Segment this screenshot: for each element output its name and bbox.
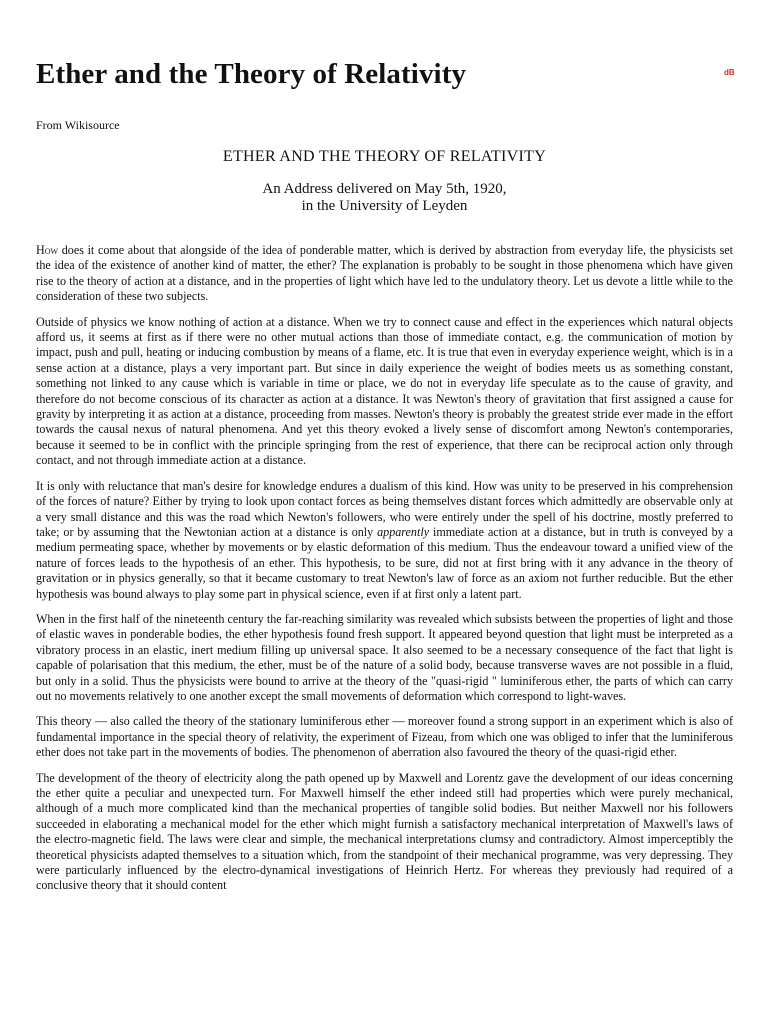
paragraph-1: [36, 243, 733, 305]
external-link-icon[interactable]: dB: [724, 68, 735, 77]
drop-lead: How: [36, 243, 59, 257]
paragraph-4: When in the first half of the nineteenth century the far-reaching similarity was revealed which subsists between the properties of light and those of elastic waves in ponderable bodies, the ether hypothesis found fresh support. It appeared beyond question that light must be interpreted as a vibratory process in an elastic, inert medium filling up universal space. It also seemed to be a necessary consequence of the fact that light is capable of polarisation that this medium, the ether, must be of the nature of a solid body, because transverse waves are not possible in a fluid, but only in a solid. Thus the physicists were bound to arrive at the theory of the "quasi-rigid " luminiferous ether, the parts of which can carry out no movements relatively to one another except the small movements of deformation which correspond to light-waves.: [36, 611, 733, 703]
document-heading: ETHER AND THE THEORY OF RELATIVITY: [222, 148, 547, 165]
paragraph-1-text: does it come about that alongside of the idea of ponderable matter, which is derived by abstraction from everyday life, the physicists set the idea of the existence of another kind of matter, the ether? The explanation is probably to be sought in those phenomena which have given rise to the theory of action at a distance, and in the properties of light which have led to the undulatory theory. Let us devote a little while to the consideration of these two subjects.: [36, 243, 733, 304]
paragraph-3-text-a: It is only with reluctance that man's desire for knowledge endures a dualism of this kind. How was unity to be preserved in his comprehension of the forces of nature? Either by trying to look upon contact forces as being themselves distant forces which admittedly are observable only at a very small distance and this was the road which Newton's followers, who were entirely under the spell of his doctrine, mostly preferred to take; or by assuming that the Newtonian action at a distance is only: [36, 478, 733, 539]
paragraph-6: The development of the theory of electricity along the path opened up by Maxwell and Lorentz gave the development of our ideas concerning the ether quite a peculiar and unexpected turn. For Maxwell himself the ether indeed still had properties which were purely mechanical, although of a much more complicated kind than the mechanical properties of tangible solid bodies. But neither Maxwell nor his followers succeeded in elaborating a mechanical model for the ether which might furnish a satisfactory mechanical interpretation of Maxwell's laws of the electro-magnetic field. The laws were clear and simple, the mechanical interpretations clumsy and contradictory. Almost imperceptibly the theoretical physicists adapted themselves to a situation which, from the standpoint of their mechanical programme, was very depressing. They were particularly influenced by the electro-dynamical investigations of Heinrich Hertz. For whereas they previously had required of a conclusive theory that it should content: [36, 770, 733, 893]
paragraph-2: Outside of physics we know nothing of action at a distance. When we try to connect cause and effect in the experiences which natural objects afford us, it seems at first as if there were no other mutual actions than those of immediate contact, e.g. the communication of motion by impact, push and pull, heating or inducing combustion by means of a flame, etc. It is true that even in everyday experience weight, which is in a sense action at a distance, plays a very important part. But since in daily experience the weight of bodies meets us as something constant, something not linked to any cause which is variable in time or place, we do not in everyday life speculate as to the cause of gravity, and therefore do not become conscious of its character as action at a distance. It was Newton's theory of gravitation that first assigned a cause for gravity by interpreting it as action at a distance, proceeding from masses. Newton's theory is probably the greatest stride ever made in the effort towards the causal nexus of natural phenomena. And yet this theory evoked a lively sense of discomfort among Newton's contemporaries, because it seemed to be in conflict with the principle springing from the rest of experience, that there can be reciprocal action only through contact, and not through immediate action at a distance.: [36, 314, 733, 468]
subheading-line-2: in the University of Leyden: [301, 198, 468, 214]
paragraph-5: This theory — also called the theory of the stationary luminiferous ether — moreover found a strong support in an experiment which is also of fundamental importance in the special theory of relativity, the experiment of Fizeau, from which one was obliged to infer that the luminiferous ether does not take part in the movements of bodies. The phenomenon of aberration also favoured the theory of the quasi-rigid ether.: [36, 714, 733, 760]
paragraph-3-emphasis: apparently: [377, 524, 430, 539]
page-title: Ether and the Theory of Relativity: [36, 58, 467, 90]
paragraph-3: [36, 479, 733, 602]
paragraph-3-text-b: immediate action at a distance, but in truth is conveyed by a medium permeating space, whether by movements or by elastic deformation of this medium. Thus the endeavour toward a unified view of the nature of forces leads to the hypothesis of an ether. This hypothesis, to be sure, did not at first bring with it any advance in the theory of gravitation or in physics generally, so that it became customary to treat Newton's law of force as an axiom not further reducible. But the ether hypothesis was bound always to play some part in physical science, even if at first only a latent part.: [36, 524, 733, 601]
subheading-line-1: An Address delivered on May 5th, 1920,: [262, 181, 507, 197]
article-body: [36, 243, 733, 904]
document-subheading: [36, 181, 733, 215]
source-attribution: From Wikisource: [36, 118, 120, 132]
